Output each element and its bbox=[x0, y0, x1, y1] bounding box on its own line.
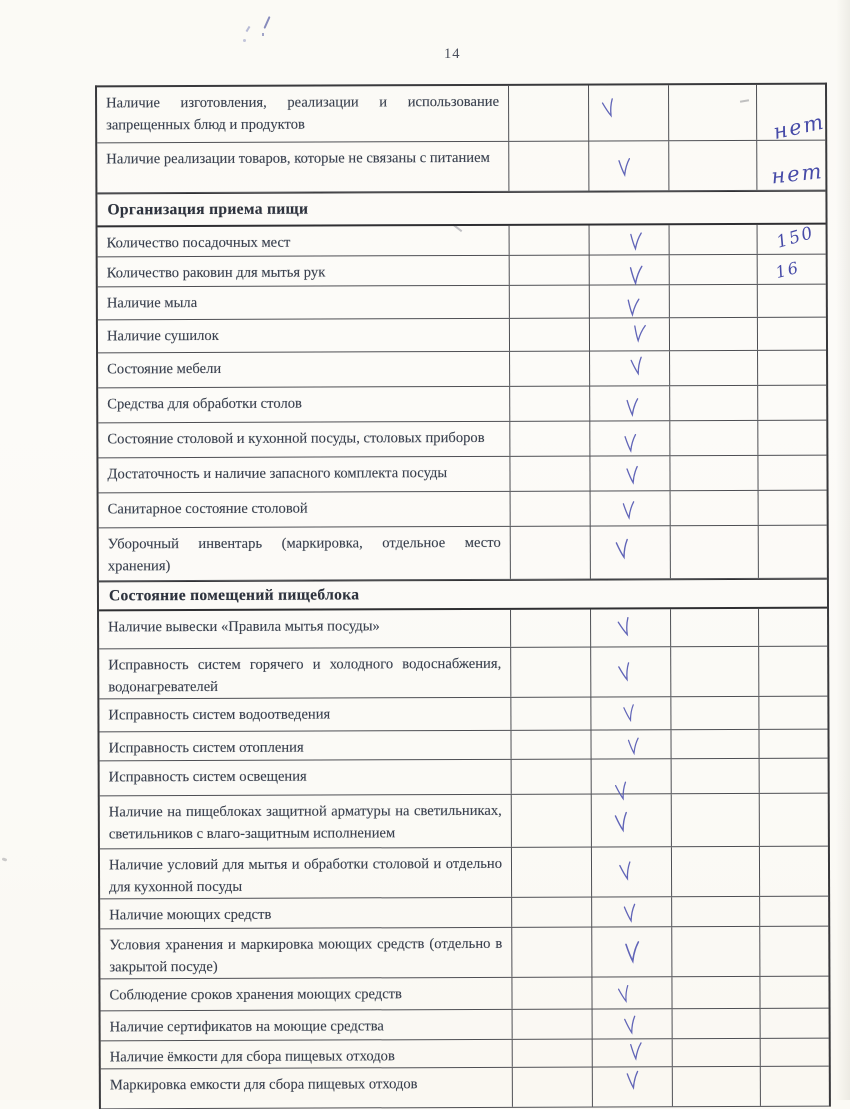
checkmark-icon bbox=[615, 615, 635, 638]
check-cell-1 bbox=[511, 698, 591, 730]
check-cell-2 bbox=[590, 456, 670, 490]
check-cell-1 bbox=[510, 422, 590, 456]
check-cell-4 bbox=[758, 318, 826, 350]
row-label: Соблюдение сроков хранения моющих средств bbox=[100, 978, 512, 1011]
check-cell-2 bbox=[590, 225, 670, 254]
ink-smudge bbox=[262, 33, 264, 36]
check-cell-3 bbox=[670, 351, 758, 385]
table-row bbox=[101, 1039, 829, 1070]
table-row bbox=[100, 977, 828, 1012]
check-cell-1 bbox=[511, 648, 591, 697]
check-cell-2 bbox=[592, 897, 672, 926]
check-cell-2 bbox=[589, 85, 669, 140]
check-cell-2 bbox=[591, 647, 671, 696]
checkmark-icon bbox=[623, 940, 642, 964]
check-cell-2 bbox=[591, 730, 671, 758]
table-row bbox=[99, 491, 827, 529]
checkmark-icon bbox=[624, 1069, 640, 1090]
checkmark-icon bbox=[613, 538, 631, 561]
check-cell-1 bbox=[511, 731, 591, 759]
check-cell-3 bbox=[672, 927, 760, 976]
check-cell-3 bbox=[673, 1067, 761, 1106]
row-label: Исправность систем водоотведения bbox=[99, 698, 511, 732]
table-row bbox=[98, 318, 826, 354]
table-row bbox=[99, 697, 827, 733]
checkmark-icon bbox=[628, 356, 645, 377]
table-row bbox=[98, 351, 826, 389]
check-cell-1 bbox=[510, 286, 590, 318]
check-cell-1 bbox=[510, 387, 590, 421]
check-cell-1 bbox=[511, 492, 591, 526]
section-title: Состояние помещений пищеблока bbox=[108, 585, 360, 604]
check-cell-4 bbox=[761, 1009, 829, 1038]
check-cell-3 bbox=[671, 697, 759, 729]
checklist-table bbox=[95, 83, 831, 1109]
check-cell-4 bbox=[758, 456, 826, 490]
check-cell-2 bbox=[592, 759, 672, 793]
check-cell-4 bbox=[760, 897, 828, 926]
row-label: Условия хранения и маркировка моющих средств (отдельно в закрытой посуде) bbox=[100, 928, 512, 979]
check-cell-3 bbox=[670, 225, 758, 254]
check-cell-4 bbox=[758, 222, 826, 254]
check-cell-1 bbox=[511, 610, 591, 647]
checkmark-icon bbox=[628, 264, 643, 285]
check-cell-4 bbox=[760, 847, 828, 896]
check-cell-2 bbox=[590, 351, 670, 385]
scan-edge-shadow bbox=[836, 0, 850, 1100]
check-cell-4 bbox=[759, 609, 827, 646]
checkmark-icon bbox=[628, 231, 642, 250]
checkmark-icon bbox=[621, 902, 638, 924]
page-number: 14 bbox=[444, 46, 461, 62]
check-cell-2 bbox=[590, 318, 670, 350]
checkmark-icon bbox=[625, 297, 640, 317]
row-label: Уборочный инвентарь (маркировка, отдельное место хранения) bbox=[99, 527, 511, 581]
check-cell-1 bbox=[510, 319, 590, 351]
check-cell-4 bbox=[759, 730, 827, 758]
row-label: Наличие реализации товаров, которые не связаны с питанием bbox=[97, 142, 509, 193]
row-label: Наличие мыла bbox=[98, 286, 510, 320]
check-cell-1 bbox=[512, 928, 592, 977]
handwritten-note: 150 bbox=[774, 222, 817, 253]
check-cell-3 bbox=[670, 318, 758, 350]
check-cell-2 bbox=[590, 285, 670, 317]
row-label: Наличие на пищеблоках защитной арматуры на светильниках, светильников с влаго-защитным исполнением bbox=[100, 795, 512, 849]
checkmark-icon bbox=[615, 660, 634, 683]
check-cell-1 bbox=[512, 978, 592, 1009]
row-label: Наличие ёмкости для сбора пищевых отходов bbox=[101, 1040, 513, 1069]
check-cell-4 bbox=[758, 255, 826, 284]
table-row bbox=[100, 759, 828, 797]
check-cell-4 bbox=[760, 927, 828, 976]
handwritten-note: 16 bbox=[773, 257, 802, 282]
check-cell-3 bbox=[671, 647, 759, 696]
row-label: Маркировка емкости для сбора пищевых отходов bbox=[101, 1068, 513, 1109]
check-cell-2 bbox=[592, 794, 672, 846]
check-cell-2 bbox=[590, 255, 670, 284]
checkmark-icon bbox=[617, 860, 635, 883]
checkmark-icon bbox=[612, 811, 630, 834]
row-label: Исправность систем отопления bbox=[99, 731, 511, 761]
row-label: Наличие изготовления, реализации и использование запрещенных блюд и продуктов bbox=[97, 86, 509, 143]
check-cell-1 bbox=[513, 1010, 593, 1039]
check-cell-1 bbox=[511, 527, 591, 579]
table-row bbox=[99, 526, 827, 582]
check-cell-3 bbox=[670, 255, 758, 284]
checkmark-icon bbox=[624, 397, 639, 418]
checkmark-icon bbox=[631, 323, 647, 343]
check-cell-1 bbox=[512, 795, 592, 847]
ink-smudge bbox=[2, 857, 8, 861]
check-cell-4 bbox=[760, 794, 828, 846]
check-cell-4 bbox=[761, 1039, 829, 1066]
check-cell-2 bbox=[590, 421, 670, 455]
check-cell-3 bbox=[671, 491, 759, 525]
check-cell-1 bbox=[509, 86, 589, 141]
check-cell-3 bbox=[673, 1039, 761, 1066]
check-cell-3 bbox=[673, 1009, 761, 1038]
checkmark-icon bbox=[628, 1041, 643, 1061]
check-cell-4 bbox=[760, 759, 828, 793]
check-cell-3 bbox=[672, 794, 760, 846]
row-label: Наличие сушилок bbox=[98, 319, 510, 353]
check-cell-2 bbox=[591, 697, 671, 729]
row-label: Наличие моющих средств bbox=[100, 898, 512, 929]
check-cell-3 bbox=[671, 609, 759, 646]
table-row bbox=[100, 847, 828, 900]
section-header-row bbox=[99, 579, 827, 612]
check-cell-3 bbox=[671, 526, 759, 578]
check-cell-3 bbox=[672, 759, 760, 793]
check-cell-3 bbox=[669, 141, 757, 190]
check-cell-3 bbox=[670, 456, 758, 490]
check-cell-4 bbox=[758, 386, 826, 420]
check-cell-3 bbox=[670, 285, 758, 317]
row-label: Количество раковин для мытья рук bbox=[98, 256, 510, 287]
check-cell-2 bbox=[590, 386, 670, 420]
check-cell-4 bbox=[758, 421, 826, 455]
table-row bbox=[100, 927, 828, 980]
row-label: Средства для обработки столов bbox=[98, 387, 510, 423]
check-cell-2 bbox=[593, 1067, 673, 1106]
row-label: Исправность систем освещения bbox=[100, 760, 512, 796]
check-cell-2 bbox=[591, 491, 671, 525]
ink-smudge bbox=[243, 39, 246, 42]
check-cell-4 bbox=[759, 647, 827, 696]
check-cell-2 bbox=[593, 1039, 673, 1066]
table-row bbox=[100, 794, 828, 850]
row-label: Наличие сертификатов на моющие средства bbox=[101, 1010, 513, 1041]
table-row bbox=[98, 255, 826, 288]
table-row bbox=[99, 730, 827, 762]
check-cell-3 bbox=[671, 730, 759, 758]
check-cell-2 bbox=[593, 1009, 673, 1038]
check-cell-2 bbox=[592, 977, 672, 1008]
row-label: Наличие вывески «Правила мытья посуды» bbox=[99, 610, 511, 649]
check-cell-1 bbox=[513, 1068, 593, 1107]
check-cell-2 bbox=[589, 141, 669, 190]
checkmark-icon bbox=[622, 433, 637, 454]
row-label: Исправность систем горячего и холодного водоснабжения, водонагревателей bbox=[99, 648, 511, 699]
check-cell-4 bbox=[758, 285, 826, 317]
checkmark-icon bbox=[616, 156, 631, 177]
check-cell-1 bbox=[510, 256, 590, 285]
check-cell-4 bbox=[759, 491, 827, 525]
check-cell-2 bbox=[592, 847, 672, 896]
check-cell-4 bbox=[760, 977, 828, 1008]
row-label: Санитарное состояние столовой bbox=[99, 492, 511, 528]
check-cell-2 bbox=[592, 927, 672, 976]
checkmark-icon bbox=[621, 703, 637, 723]
check-cell-3 bbox=[672, 897, 760, 926]
checkmark-icon bbox=[615, 984, 632, 1005]
table-row bbox=[97, 85, 828, 144]
row-label: Количество посадочных мест bbox=[98, 226, 510, 257]
check-cell-2 bbox=[591, 526, 671, 578]
check-cell-4 bbox=[757, 85, 828, 144]
check-cell-1 bbox=[512, 760, 592, 794]
table-row bbox=[98, 222, 826, 258]
table-row bbox=[99, 609, 827, 650]
table-row bbox=[98, 456, 826, 494]
handwritten-note: нет bbox=[771, 108, 828, 144]
row-label: Состояние столовой и кухонной посуды, столовых приборов bbox=[98, 422, 510, 458]
check-cell-1 bbox=[510, 226, 590, 255]
table-row bbox=[98, 421, 826, 459]
check-cell-2 bbox=[591, 609, 671, 646]
ink-smudge bbox=[263, 16, 270, 29]
check-cell-4 bbox=[757, 141, 825, 190]
table-row bbox=[101, 1067, 829, 1109]
check-cell-4 bbox=[758, 351, 826, 385]
checkmark-icon bbox=[624, 465, 640, 485]
check-cell-3 bbox=[670, 386, 758, 420]
table-row bbox=[101, 1009, 829, 1042]
table-row bbox=[97, 141, 825, 194]
checkmark-icon bbox=[622, 1014, 639, 1035]
table-row bbox=[100, 897, 828, 930]
table-row bbox=[98, 386, 826, 424]
table-row bbox=[99, 647, 827, 700]
section-title: Организация приема пищи bbox=[107, 200, 309, 218]
checkmark-icon bbox=[626, 737, 641, 756]
check-cell-1 bbox=[512, 848, 592, 897]
check-cell-1 bbox=[510, 352, 590, 386]
check-cell-1 bbox=[510, 457, 590, 491]
check-cell-1 bbox=[509, 142, 589, 191]
row-label: Достаточность и наличие запасного комплекта посуды bbox=[98, 457, 510, 493]
check-cell-4 bbox=[759, 526, 827, 578]
table-row bbox=[98, 285, 826, 321]
check-cell-3 bbox=[672, 847, 760, 896]
row-label: Состояние мебели bbox=[98, 352, 510, 388]
check-cell-3 bbox=[670, 421, 758, 455]
section-header-row bbox=[97, 191, 825, 228]
check-cell-1 bbox=[513, 1040, 593, 1067]
check-cell-3 bbox=[669, 85, 757, 140]
handwritten-note: нет bbox=[770, 158, 825, 188]
checkmark-icon bbox=[599, 96, 618, 119]
check-cell-1 bbox=[512, 898, 592, 927]
checkmark-icon bbox=[620, 500, 635, 520]
ink-smudge bbox=[246, 26, 251, 32]
check-cell-4 bbox=[759, 697, 827, 729]
row-label: Наличие условий для мытья и обработки столовой и отдельно для кухонной посуды bbox=[100, 848, 512, 899]
check-cell-3 bbox=[672, 977, 760, 1008]
